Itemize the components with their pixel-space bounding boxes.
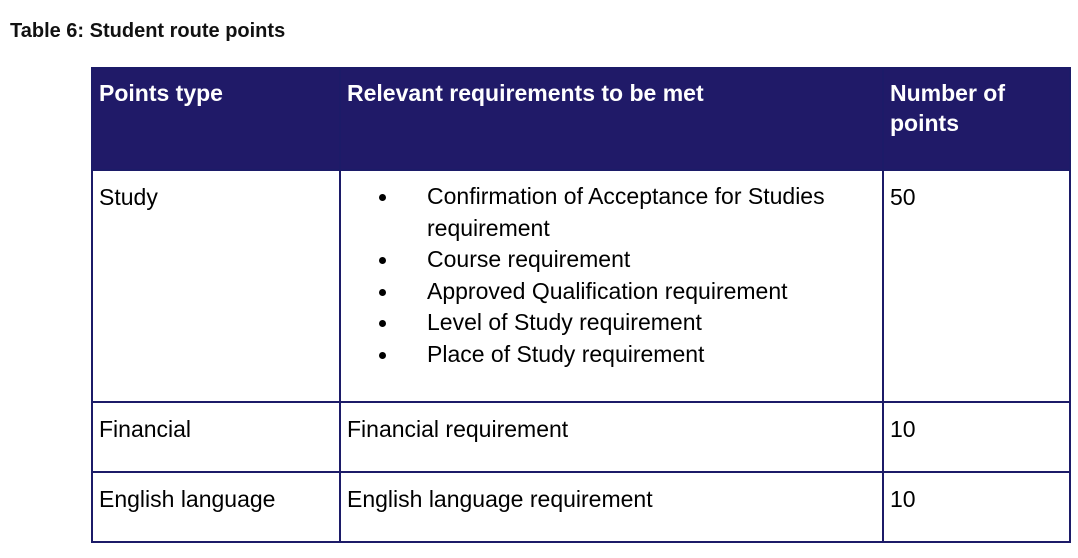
list-item: Place of Study requirement	[427, 339, 876, 371]
cell-requirements: English language requirement	[340, 472, 883, 542]
cell-points-type: English language	[92, 472, 340, 542]
list-item: Course requirement	[427, 244, 876, 276]
table-body	[92, 170, 1070, 542]
list-item: Level of Study requirement	[427, 307, 876, 339]
table-row-financial	[92, 402, 1070, 472]
cell-points: 10	[883, 402, 1070, 472]
cell-requirements: Financial requirement	[340, 402, 883, 472]
requirements-list	[347, 181, 876, 370]
header-row	[92, 68, 1070, 170]
list-item: Approved Qualification requirement	[427, 276, 876, 308]
cell-requirements	[340, 170, 883, 402]
cell-points-type: Financial	[92, 402, 340, 472]
table-header	[92, 68, 1070, 170]
cell-points-type: Study	[92, 170, 340, 402]
cell-points: 50	[883, 170, 1070, 402]
table-row-english-language	[92, 472, 1070, 542]
header-number-of-points: Number of points	[883, 68, 1070, 170]
header-points-type: Points type	[92, 68, 340, 170]
list-item: Confirmation of Acceptance for Studies requirement	[427, 181, 876, 244]
table-row-study	[92, 170, 1070, 402]
table-caption: Table 6: Student route points	[10, 20, 286, 42]
student-route-points-table	[91, 67, 1071, 543]
header-requirements: Relevant requirements to be met	[340, 68, 883, 170]
cell-points: 10	[883, 472, 1070, 542]
